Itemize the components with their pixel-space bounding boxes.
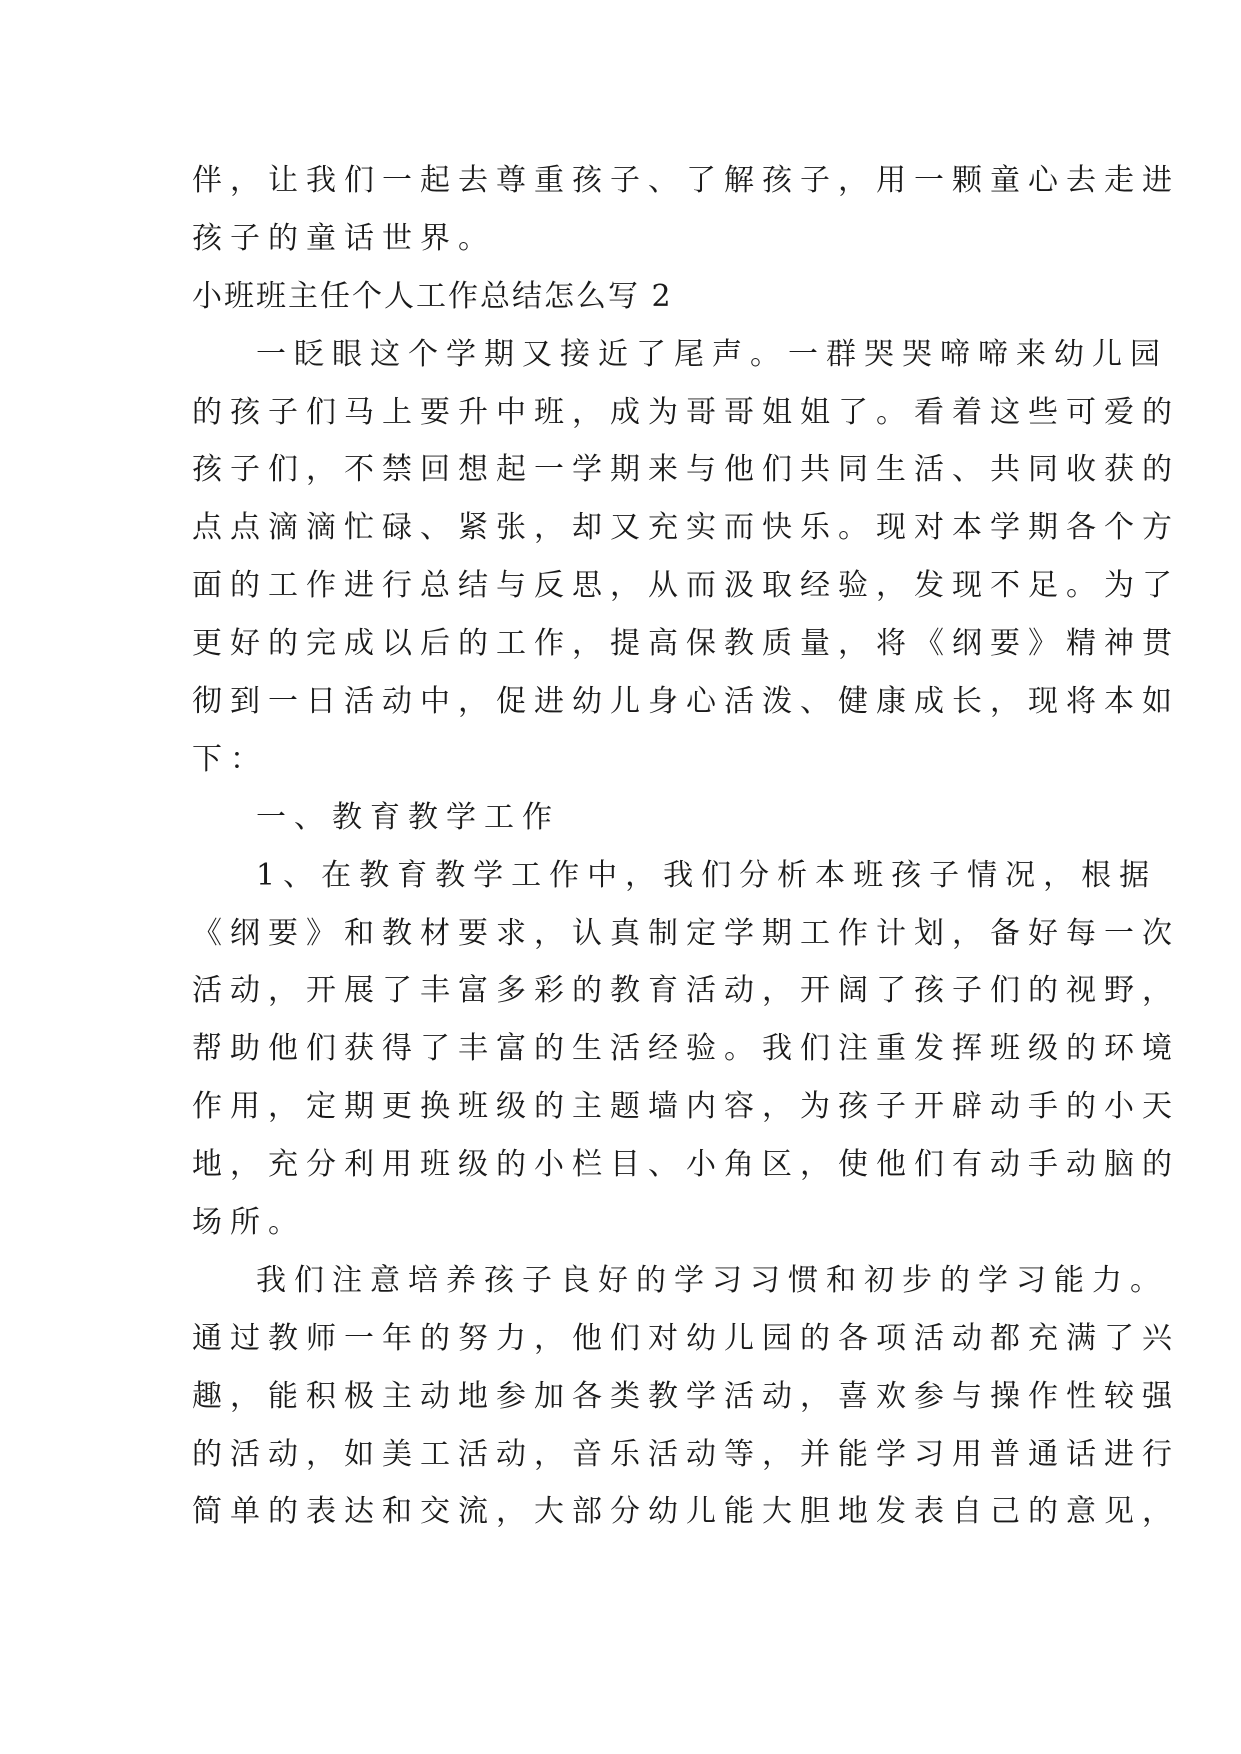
- text-line: 伴，让我们一起去尊重孩子、了解孩子，用一颗童心去走进: [192, 163, 1180, 198]
- section-title: 小班班主任个人工作总结怎么写 2: [192, 278, 673, 314]
- text-line: 孩子的童话世界。: [192, 220, 496, 256]
- text-line: 地，充分利用班级的小栏目、小角区，使他们有动手动脑的: [192, 1147, 1180, 1183]
- text-line: 点点滴滴忙碌、紧张，却又充实而快乐。现对本学期各个方: [192, 510, 1180, 546]
- text-line: 场所。: [192, 1205, 306, 1241]
- text-line: 的活动，如美工活动，音乐活动等，并能学习用普通话进行: [192, 1436, 1180, 1472]
- text-line: 通过教师一年的努力，他们对幼儿园的各项活动都充满了兴: [192, 1320, 1180, 1356]
- text-line: 下：: [192, 741, 268, 777]
- text-line: 我们注意培养孩子良好的学习习惯和初步的学习能力。: [256, 1262, 1168, 1298]
- subsection-heading: 一、教育教学工作: [256, 799, 560, 835]
- text-line: 彻到一日活动中，促进幼儿身心活泼、健康成长，现将本如: [192, 684, 1180, 720]
- document-body: [192, 152, 1180, 1541]
- text-line: 1、在教育教学工作中，我们分析本班孩子情况，根据: [256, 857, 1158, 893]
- text-line: 简单的表达和交流，大部分幼儿能大胆地发表自己的意见，: [192, 1494, 1180, 1530]
- text-line: 帮助他们获得了丰富的生活经验。我们注重发挥班级的环境: [192, 1031, 1180, 1067]
- text-line: 一眨眼这个学期又接近了尾声。一群哭哭啼啼来幼儿园: [256, 336, 1168, 372]
- text-line: 的孩子们马上要升中班，成为哥哥姐姐了。看着这些可爱的: [192, 394, 1180, 430]
- text-line: 趣，能积极主动地参加各类教学活动，喜欢参与操作性较强: [192, 1378, 1180, 1414]
- text-line: 《纲要》和教材要求，认真制定学期工作计划，备好每一次: [192, 915, 1180, 951]
- text-line: 孩子们，不禁回想起一学期来与他们共同生活、共同收获的: [192, 452, 1180, 488]
- text-line: 活动，开展了丰富多彩的教育活动，开阔了孩子们的视野，: [192, 973, 1180, 1009]
- text-line: 面的工作进行总结与反思，从而汲取经验，发现不足。为了: [192, 568, 1180, 604]
- text-line: 作用，定期更换班级的主题墙内容，为孩子开辟动手的小天: [192, 1089, 1180, 1125]
- text-line: 更好的完成以后的工作，提高保教质量，将《纲要》精神贯: [192, 626, 1180, 662]
